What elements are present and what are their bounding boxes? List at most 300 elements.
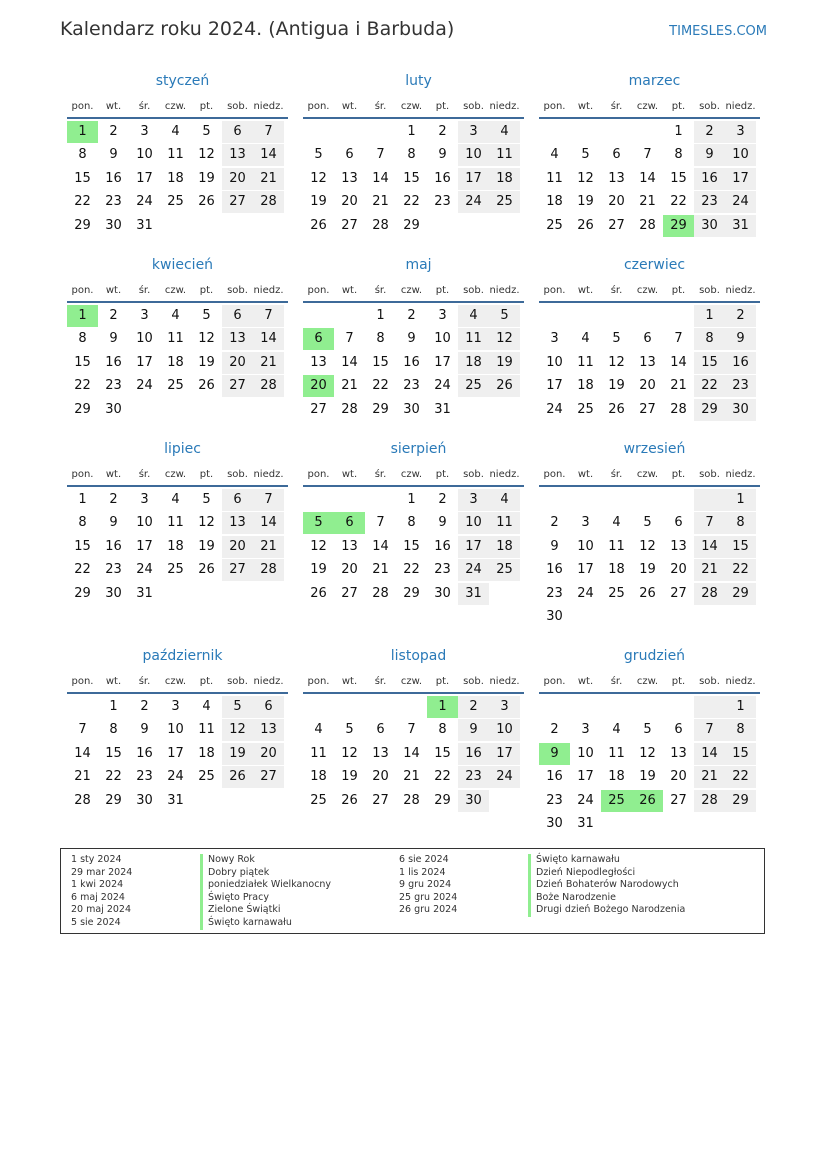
weekday-label: czw. xyxy=(164,675,187,687)
day-cell: 11 xyxy=(608,745,625,761)
day-cell: 3 xyxy=(550,331,559,347)
day-cell: 10 xyxy=(546,354,563,370)
day-cell: 28 xyxy=(372,217,389,233)
month-name: wrzesień xyxy=(623,441,686,457)
day-cell: 13 xyxy=(222,512,253,534)
day-cell: 16 xyxy=(403,354,420,370)
day-cell: 20 xyxy=(639,378,656,394)
day-cell: 31 xyxy=(458,583,489,605)
day-cell: 6 xyxy=(222,305,253,327)
day-cell: 26 xyxy=(341,792,358,808)
month-calendar xyxy=(303,440,524,605)
day-cell: 29 xyxy=(74,401,91,417)
weekday-label: sob. xyxy=(463,284,484,296)
day-cell: 11 xyxy=(458,328,489,350)
weekday-label: niedz. xyxy=(253,100,284,112)
legend-date: 26 gru 2024 xyxy=(399,904,458,916)
weekday-header xyxy=(303,280,524,300)
day-cell: 3 xyxy=(725,121,756,143)
weekday-label: pt. xyxy=(199,100,214,112)
day-cell: 16 xyxy=(105,354,122,370)
month-calendar xyxy=(67,440,288,605)
day-cell: 2 xyxy=(140,699,149,714)
day-cell: 13 xyxy=(639,354,656,370)
day-cell: 8 xyxy=(438,722,447,738)
month-name: styczeń xyxy=(155,73,210,89)
weekday-header xyxy=(539,96,760,116)
day-grid xyxy=(67,119,288,237)
weekday-label: czw. xyxy=(164,468,187,480)
day-cell: 25 xyxy=(198,769,215,785)
day-cell: 17 xyxy=(546,378,563,394)
day-cell: 12 xyxy=(198,147,215,163)
day-cell: 9 xyxy=(109,515,118,531)
day-cell: 30 xyxy=(725,399,756,421)
day-cell: 10 xyxy=(725,144,756,166)
day-cell: 1 xyxy=(109,699,118,714)
month-calendar xyxy=(67,256,288,421)
day-cell: 4 xyxy=(171,308,180,323)
day-cell: 7 xyxy=(253,305,284,327)
day-cell: 28 xyxy=(670,401,687,417)
weekday-label: wt. xyxy=(341,100,358,112)
day-cell: 11 xyxy=(489,144,520,166)
day-cell: 23 xyxy=(694,191,725,213)
legend-date: 1 lis 2024 xyxy=(399,866,446,878)
day-cell: 22 xyxy=(372,378,389,394)
day-cell: 5 xyxy=(222,696,253,718)
day-cell: 27 xyxy=(670,792,687,808)
legend-date: 6 maj 2024 xyxy=(71,891,125,903)
day-cell: 8 xyxy=(674,147,683,163)
day-cell: 15 xyxy=(105,745,122,761)
weekday-label: śr. xyxy=(374,284,387,296)
weekday-label: wt. xyxy=(577,468,594,480)
weekday-label: czw. xyxy=(636,675,659,687)
day-cell: 10 xyxy=(434,331,451,347)
day-cell: 21 xyxy=(403,769,420,785)
day-cell: 25 xyxy=(167,562,184,578)
month-name: czerwiec xyxy=(623,257,686,273)
day-cell: 14 xyxy=(253,512,284,534)
day-cell: 23 xyxy=(546,585,563,601)
weekday-label: pt. xyxy=(671,100,686,112)
day-cell: 3 xyxy=(140,308,149,323)
day-cell: 28 xyxy=(74,792,91,808)
weekday-label: wt. xyxy=(341,468,358,480)
legend-date: 6 sie 2024 xyxy=(399,854,449,865)
day-cell: 8 xyxy=(407,515,416,531)
day-cell: 14 xyxy=(403,745,420,761)
day-cell: 4 xyxy=(202,699,211,714)
day-cell: 5 xyxy=(202,124,211,139)
weekday-header xyxy=(303,464,524,484)
day-cell: 1 xyxy=(407,124,416,139)
day-cell: 24 xyxy=(458,559,489,581)
day-cell: 30 xyxy=(434,585,451,601)
day-cell: 2 xyxy=(109,308,118,323)
day-cell: 23 xyxy=(458,766,489,788)
day-cell: 2 xyxy=(550,722,559,738)
day-cell: 12 xyxy=(222,719,253,741)
day-cell: 12 xyxy=(639,538,656,554)
weekday-label: czw. xyxy=(164,100,187,112)
day-cell: 9 xyxy=(109,147,118,163)
legend-date: 1 kwi 2024 xyxy=(71,879,124,891)
day-cell: 19 xyxy=(639,769,656,785)
day-cell: 11 xyxy=(489,512,520,534)
day-cell: 13 xyxy=(372,745,389,761)
day-cell: 24 xyxy=(136,194,153,210)
weekday-label: pt. xyxy=(671,468,686,480)
day-cell: 19 xyxy=(198,354,215,370)
weekday-header xyxy=(303,671,524,691)
day-cell: 23 xyxy=(105,562,122,578)
day-cell: 31 xyxy=(577,816,594,831)
day-cell: 27 xyxy=(222,191,253,213)
weekday-label: czw. xyxy=(636,468,659,480)
day-cell: 25 xyxy=(310,792,327,808)
day-cell: 4 xyxy=(489,121,520,143)
day-cell: 7 xyxy=(643,147,652,163)
day-cell: 25 xyxy=(608,585,625,601)
day-cell: 29 xyxy=(434,792,451,808)
day-cell: 2 xyxy=(550,515,559,531)
weekday-label: śr. xyxy=(138,284,151,296)
weekday-header xyxy=(539,671,760,691)
day-cell: 30 xyxy=(403,401,420,417)
weekday-label: niedz. xyxy=(489,284,520,296)
holiday-day-cell: 6 xyxy=(334,512,365,534)
day-cell: 10 xyxy=(136,515,153,531)
legend-holiday-name: Zielone Świątki xyxy=(200,904,331,917)
day-cell: 15 xyxy=(434,745,451,761)
weekday-label: pon. xyxy=(307,284,330,296)
day-grid xyxy=(303,303,524,421)
day-cell: 24 xyxy=(458,191,489,213)
day-cell: 16 xyxy=(105,538,122,554)
day-cell: 29 xyxy=(403,585,420,601)
day-cell: 2 xyxy=(438,492,447,507)
day-cell: 10 xyxy=(167,722,184,738)
day-cell: 26 xyxy=(198,194,215,210)
legend-holiday-name: poniedziałek Wielkanocny xyxy=(200,879,331,892)
page-title: Kalendarz roku 2024. (Antigua i Barbuda) xyxy=(60,18,455,40)
weekday-label: śr. xyxy=(610,100,623,112)
day-cell: 21 xyxy=(670,378,687,394)
day-cell: 15 xyxy=(74,170,91,186)
weekday-label: niedz. xyxy=(253,284,284,296)
day-cell: 3 xyxy=(489,696,520,718)
day-cell: 15 xyxy=(403,538,420,554)
legend-holiday-name: Drugi dzień Bożego Narodzenia xyxy=(528,904,685,917)
day-cell: 19 xyxy=(198,170,215,186)
day-cell: 16 xyxy=(546,769,563,785)
day-cell: 24 xyxy=(725,191,756,213)
weekday-label: niedz. xyxy=(725,675,756,687)
weekday-label: pon. xyxy=(307,675,330,687)
day-cell: 26 xyxy=(198,562,215,578)
legend-date: 1 sty 2024 xyxy=(71,854,122,865)
day-cell: 3 xyxy=(438,308,447,323)
weekday-label: pt. xyxy=(199,675,214,687)
weekday-label: pon. xyxy=(543,468,566,480)
day-cell: 29 xyxy=(372,401,389,417)
day-cell: 7 xyxy=(674,331,683,347)
weekday-label: niedz. xyxy=(489,675,520,687)
day-cell: 30 xyxy=(105,217,122,233)
day-cell: 14 xyxy=(694,536,725,558)
weekday-label: wt. xyxy=(105,468,122,480)
day-cell: 11 xyxy=(608,538,625,554)
day-cell: 6 xyxy=(376,722,385,738)
weekday-label: śr. xyxy=(374,468,387,480)
weekday-label: pon. xyxy=(543,100,566,112)
day-grid xyxy=(67,694,288,812)
day-cell: 13 xyxy=(222,144,253,166)
site-link[interactable]: TIMESLES.COM xyxy=(669,24,767,39)
weekday-label: sob. xyxy=(463,100,484,112)
weekday-label: czw. xyxy=(636,284,659,296)
day-cell: 12 xyxy=(577,170,594,186)
month-calendar xyxy=(303,647,524,812)
weekday-label: niedz. xyxy=(253,468,284,480)
day-cell: 7 xyxy=(376,147,385,163)
weekday-header xyxy=(539,464,760,484)
day-cell: 27 xyxy=(310,401,327,417)
day-cell: 22 xyxy=(74,194,91,210)
day-cell: 15 xyxy=(74,538,91,554)
weekday-label: pt. xyxy=(671,284,686,296)
day-cell: 26 xyxy=(310,217,327,233)
day-cell: 8 xyxy=(376,331,385,347)
day-cell: 4 xyxy=(171,124,180,139)
day-cell: 10 xyxy=(458,512,489,534)
day-cell: 12 xyxy=(310,538,327,554)
day-cell: 12 xyxy=(608,354,625,370)
day-cell: 25 xyxy=(167,378,184,394)
day-cell: 16 xyxy=(434,538,451,554)
weekday-label: niedz. xyxy=(725,100,756,112)
holiday-day-cell: 20 xyxy=(303,375,334,397)
day-cell: 13 xyxy=(670,538,687,554)
day-cell: 17 xyxy=(458,168,489,190)
day-cell: 30 xyxy=(546,609,563,624)
legend-holiday-name: Dzień Bohaterów Narodowych xyxy=(528,879,685,892)
weekday-label: sob. xyxy=(227,675,248,687)
weekday-label: pon. xyxy=(71,468,94,480)
day-cell: 12 xyxy=(198,515,215,531)
weekday-label: czw. xyxy=(400,284,423,296)
day-cell: 23 xyxy=(136,769,153,785)
day-cell: 25 xyxy=(546,217,563,233)
month-calendar xyxy=(303,72,524,237)
day-cell: 4 xyxy=(489,489,520,511)
holiday-day-cell: 1 xyxy=(427,696,458,718)
month-name: kwiecień xyxy=(151,257,214,273)
day-cell: 22 xyxy=(725,559,756,581)
day-cell: 24 xyxy=(136,378,153,394)
day-cell: 5 xyxy=(489,305,520,327)
weekday-label: niedz. xyxy=(489,468,520,480)
empty-weekend-cell xyxy=(694,489,725,511)
day-cell: 10 xyxy=(577,745,594,761)
day-cell: 16 xyxy=(136,745,153,761)
day-cell: 23 xyxy=(105,194,122,210)
legend-date: 5 sie 2024 xyxy=(71,916,121,928)
weekday-header xyxy=(303,96,524,116)
day-cell: 14 xyxy=(694,743,725,765)
legend-date: 9 gru 2024 xyxy=(399,879,452,891)
holiday-day-cell: 29 xyxy=(663,215,694,237)
day-cell: 23 xyxy=(403,378,420,394)
holiday-day-cell: 6 xyxy=(303,328,334,350)
day-cell: 5 xyxy=(612,331,621,347)
day-cell: 21 xyxy=(694,766,725,788)
holiday-day-cell: 9 xyxy=(539,743,570,765)
weekday-label: pon. xyxy=(307,100,330,112)
day-cell: 17 xyxy=(136,354,153,370)
weekday-label: pt. xyxy=(199,284,214,296)
day-cell: 5 xyxy=(345,722,354,738)
day-cell: 14 xyxy=(372,170,389,186)
day-cell: 8 xyxy=(78,331,87,347)
day-cell: 29 xyxy=(725,583,756,605)
day-cell: 30 xyxy=(105,585,122,601)
weekday-label: pon. xyxy=(543,284,566,296)
day-grid xyxy=(303,694,524,812)
weekday-label: śr. xyxy=(138,468,151,480)
legend-holiday-name: Święto karnawału xyxy=(528,854,685,867)
day-cell: 16 xyxy=(434,170,451,186)
day-cell: 3 xyxy=(458,489,489,511)
day-cell: 2 xyxy=(109,124,118,139)
day-cell: 25 xyxy=(167,194,184,210)
day-cell: 18 xyxy=(198,745,215,761)
day-cell: 3 xyxy=(581,722,590,738)
day-cell: 20 xyxy=(222,168,253,190)
day-grid xyxy=(539,487,760,624)
day-cell: 30 xyxy=(546,816,563,831)
weekday-label: pt. xyxy=(435,100,450,112)
day-cell: 30 xyxy=(694,215,725,237)
day-cell: 9 xyxy=(725,328,756,350)
weekday-label: czw. xyxy=(400,675,423,687)
weekday-label: śr. xyxy=(610,284,623,296)
day-cell: 22 xyxy=(694,375,725,397)
day-cell: 18 xyxy=(489,168,520,190)
day-cell: 17 xyxy=(489,743,520,765)
month-name: grudzień xyxy=(623,648,686,664)
day-cell: 9 xyxy=(407,331,416,347)
day-cell: 17 xyxy=(136,538,153,554)
day-cell: 20 xyxy=(670,562,687,578)
day-cell: 16 xyxy=(105,170,122,186)
weekday-header xyxy=(539,280,760,300)
legend-holiday-name: Dzień Niepodległości xyxy=(528,867,685,880)
weekday-label: śr. xyxy=(610,468,623,480)
day-cell: 16 xyxy=(725,352,756,374)
day-cell: 21 xyxy=(639,194,656,210)
day-cell: 4 xyxy=(458,305,489,327)
day-cell: 20 xyxy=(372,769,389,785)
day-cell: 30 xyxy=(458,790,489,812)
day-cell: 28 xyxy=(253,559,284,581)
weekday-header xyxy=(67,464,288,484)
day-cell: 19 xyxy=(489,352,520,374)
weekday-label: wt. xyxy=(577,284,594,296)
day-cell: 21 xyxy=(341,378,358,394)
day-cell: 8 xyxy=(78,515,87,531)
day-cell: 17 xyxy=(167,745,184,761)
weekday-label: niedz. xyxy=(725,284,756,296)
day-cell: 21 xyxy=(253,352,284,374)
day-cell: 25 xyxy=(489,191,520,213)
day-cell: 22 xyxy=(403,194,420,210)
legend-names-left xyxy=(200,854,331,930)
day-cell: 17 xyxy=(136,170,153,186)
day-cell: 10 xyxy=(577,538,594,554)
day-cell: 5 xyxy=(581,147,590,163)
day-cell: 19 xyxy=(310,194,327,210)
month-calendar xyxy=(539,647,760,831)
day-cell: 19 xyxy=(639,562,656,578)
weekday-label: sob. xyxy=(699,675,720,687)
day-cell: 11 xyxy=(546,170,563,186)
day-cell: 13 xyxy=(310,354,327,370)
day-cell: 25 xyxy=(458,375,489,397)
day-cell: 12 xyxy=(310,170,327,186)
day-cell: 30 xyxy=(136,792,153,808)
day-cell: 15 xyxy=(403,170,420,186)
weekday-label: pt. xyxy=(671,675,686,687)
day-cell: 4 xyxy=(314,722,323,738)
day-cell: 23 xyxy=(434,562,451,578)
weekday-label: pt. xyxy=(435,675,450,687)
day-cell: 20 xyxy=(341,194,358,210)
day-cell: 12 xyxy=(489,328,520,350)
day-cell: 20 xyxy=(341,562,358,578)
day-cell: 19 xyxy=(577,194,594,210)
day-cell: 8 xyxy=(725,719,756,741)
day-cell: 31 xyxy=(136,585,153,601)
day-cell: 14 xyxy=(670,354,687,370)
day-cell: 13 xyxy=(253,719,284,741)
day-cell: 1 xyxy=(694,305,725,327)
day-cell: 6 xyxy=(253,696,284,718)
day-cell: 24 xyxy=(577,585,594,601)
holiday-legend xyxy=(60,848,765,934)
weekday-label: czw. xyxy=(400,100,423,112)
day-cell: 28 xyxy=(403,792,420,808)
day-cell: 26 xyxy=(577,217,594,233)
day-cell: 29 xyxy=(105,792,122,808)
weekday-label: śr. xyxy=(374,675,387,687)
day-cell: 28 xyxy=(694,583,725,605)
month-name: maj xyxy=(405,257,432,273)
day-cell: 18 xyxy=(608,562,625,578)
day-cell: 22 xyxy=(74,562,91,578)
day-cell: 21 xyxy=(372,562,389,578)
day-cell: 14 xyxy=(639,170,656,186)
day-cell: 7 xyxy=(694,719,725,741)
month-name: luty xyxy=(405,73,432,89)
day-cell: 21 xyxy=(694,559,725,581)
day-cell: 11 xyxy=(310,745,327,761)
day-cell: 1 xyxy=(376,308,385,323)
day-cell: 20 xyxy=(222,352,253,374)
day-cell: 15 xyxy=(74,354,91,370)
